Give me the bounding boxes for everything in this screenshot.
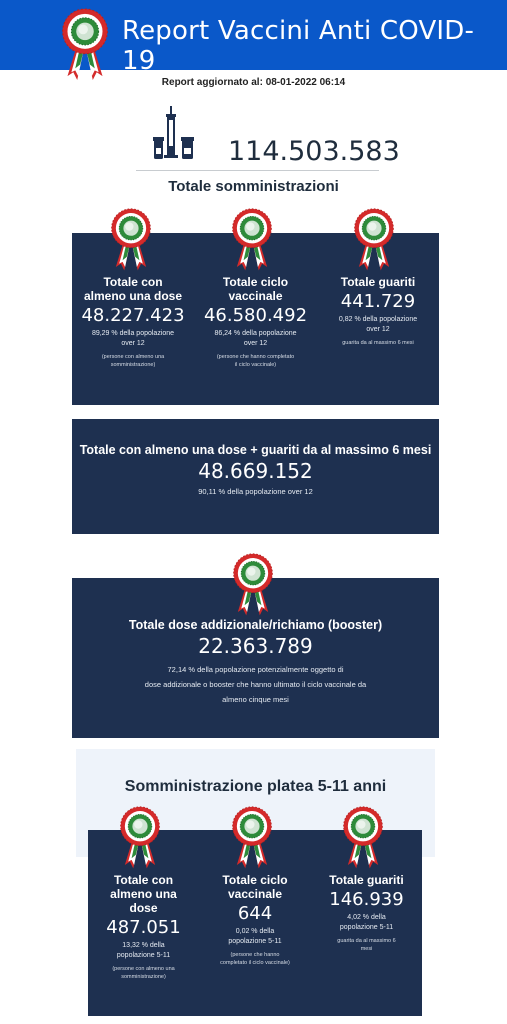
kids-section-title: Somministrazione platea 5-11 anni: [124, 778, 387, 795]
card-percent: 86,24 % della popolazione over 12: [214, 330, 297, 347]
card-guariti: [317, 275, 439, 347]
app-header: [0, 0, 507, 76]
updated-value: 08-01-2022 06:14: [265, 77, 346, 88]
total-administrations-value: 114.503.583: [228, 136, 400, 167]
booster-title: Totale dose addizionale/richiamo (booster): [128, 618, 383, 632]
card-value: 46.580.492: [203, 305, 308, 326]
card-title: Totale con almeno una dose: [83, 275, 183, 303]
total-administrations-caption: Totale somministrazioni: [168, 178, 339, 195]
card-ciclo-vaccinale: [194, 275, 317, 369]
card-title: Totale ciclo vaccinale: [222, 873, 288, 901]
cockade-medal-icon: [350, 208, 398, 272]
card-percent: 0,82 % della popolazione over 12: [338, 316, 418, 333]
combined-panel: [72, 419, 439, 534]
divider: [136, 170, 379, 171]
card-note: (persone con almeno una somministrazione): [101, 354, 165, 368]
combined-value: 48.669.152: [198, 459, 313, 483]
combined-title: Totale con almeno una dose + guariti da al massimo 6 mesi: [79, 443, 432, 457]
combined-percent: 90,11 % della popolazione over 12: [198, 487, 313, 496]
kids-card-guariti: [311, 873, 422, 953]
cockade-medal-icon: [229, 553, 277, 617]
card-note: guarita da al massimo 6 mesi: [337, 938, 396, 952]
cockade-medal-icon: [107, 208, 155, 272]
booster-value: 22.363.789: [198, 634, 313, 658]
cockade-medal-icon: [339, 806, 387, 870]
card-value: 146.939: [329, 889, 404, 910]
cockade-medal-icon: [228, 806, 276, 870]
card-note: guarita da al massimo 6 mesi: [342, 340, 414, 346]
updated-label: Report aggiornato al:: [161, 77, 263, 88]
card-percent: 13,32 % della popolazione 5-11: [116, 942, 171, 959]
card-title: Totale guariti: [340, 275, 416, 289]
card-title: Totale con almeno una dose: [110, 873, 177, 915]
report-updated: [0, 77, 507, 88]
booster-percent: 72,14 % della popolazione potenzialmente oggetto di dose addizionale o booster che hanno ultimato il ciclo vaccinale da almeno cinque mesi: [144, 665, 367, 704]
cockade-medal-icon: [60, 8, 110, 82]
card-value: 644: [237, 903, 273, 924]
cockade-medal-icon: [116, 806, 164, 870]
card-percent: 4,02 % della popolazione 5-11: [339, 914, 394, 931]
card-percent: 89,29 % della popolazione over 12: [91, 330, 175, 347]
card-title: Totale ciclo vaccinale: [222, 275, 289, 303]
card-value: 487.051: [106, 917, 181, 938]
cockade-medal-icon: [228, 208, 276, 272]
card-almeno-una-dose: [72, 275, 194, 369]
card-value: 48.227.423: [81, 305, 185, 326]
card-note: (persone con almeno una somministrazione): [112, 966, 175, 980]
kids-card-almeno-una-dose: [88, 873, 199, 981]
card-note: (persone che hanno completato il ciclo vaccinale): [216, 354, 295, 368]
card-note: (persone che hanno completato il ciclo vaccinale): [220, 952, 290, 966]
card-title: Totale guariti: [329, 873, 404, 887]
card-value: 441.729: [340, 291, 416, 312]
syringe-vial-icon: [150, 104, 200, 162]
card-percent: 0,02 % della popolazione 5-11: [228, 928, 282, 945]
kids-card-ciclo-vaccinale: [199, 873, 311, 967]
page-title: Report Vaccini Anti COVID-19: [122, 16, 475, 76]
